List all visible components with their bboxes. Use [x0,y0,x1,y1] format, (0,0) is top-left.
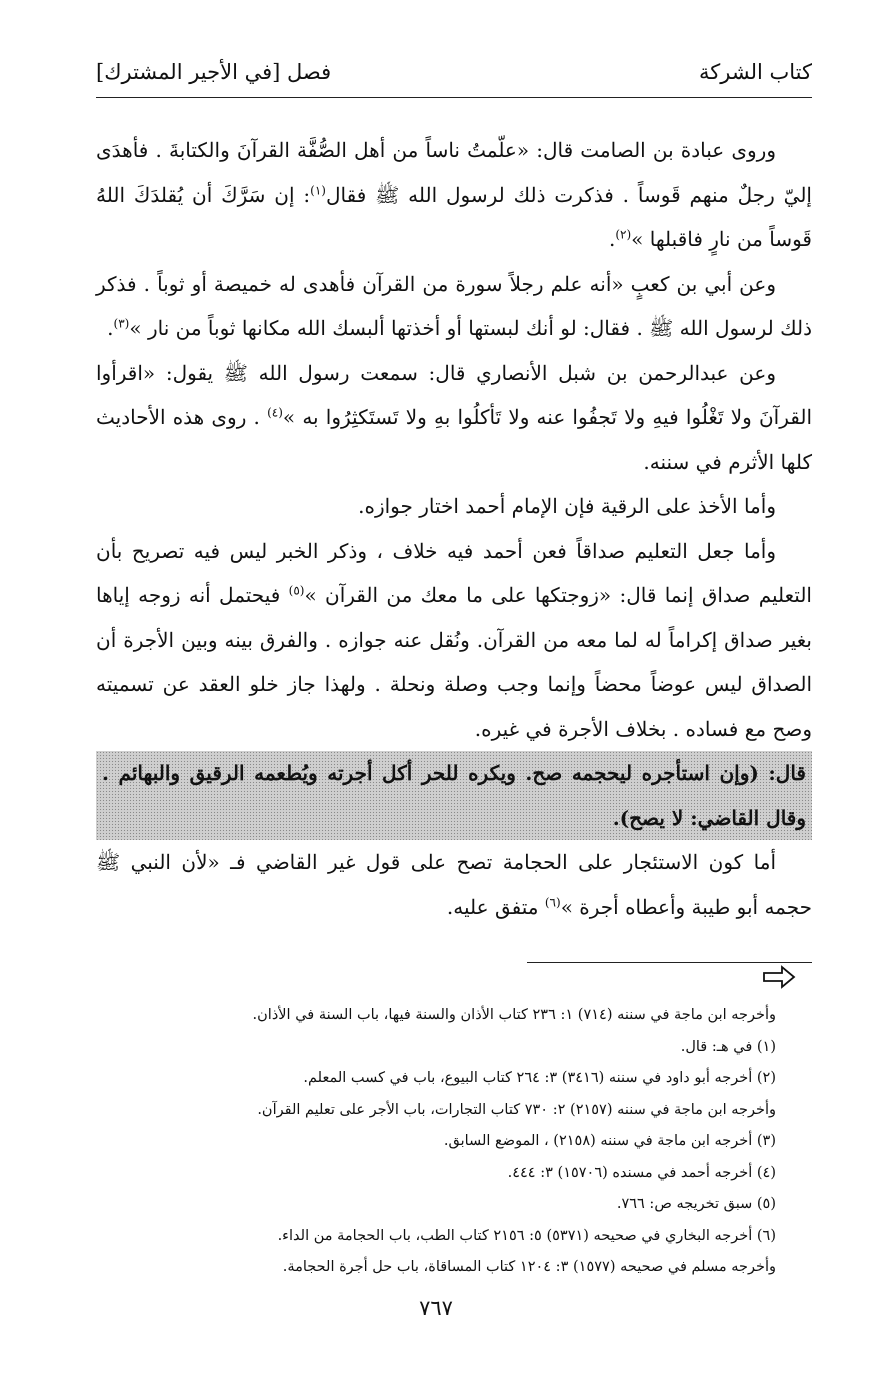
paragraph-5: وأما جعل التعليم صداقاً فعن أحمد فيه خلاف ، وذكر الخبر ليس فيه تصريح بأن التعليم صداق إنما قال: «زوجتكها على ما معك من القرآن »$^{(٥)}$ فيحتمل أنه زوجه إياها بغير صداق إكراماً له لما معه من القرآن. ونُقل عنه جوازه . والفرق بينه وبين الأجرة أن الصداق ليس عوضاً محضاً وإنما وجب وصلة ونحلة . ولهذا جاز خلو العقد عن تسميته وصح مع فساده . بخلاف الأجرة في غيره. [96,538,812,741]
footnote-ref-4: (٤) [267,405,283,420]
matn-shaded-paragraph: قال: (وإن استأجره ليحجمه صح. ويكره للحر أكل أجرته ويُطعمه الرقيق والبهائم . وقال القاضي: لا يصح). [96,751,812,840]
footnote-ref-5: (٥) [288,583,305,598]
footnote-2: (٢) أخرجه أبو داود في سننه (٣٤١٦) ٣: ٢٦٤ كتاب البيوع، باب في كسب المعلم. [303,1070,776,1086]
page-number: ٧٦٧ [419,1296,453,1320]
book-title: كتاب الشركة [699,60,812,84]
footnote-4: (٤) أخرجه أحمد في مسنده (١٥٧٠٦) ٣: ٤٤٤. [507,1164,776,1181]
footnote-1: (١) في هـ: قال. [680,1038,776,1055]
paragraph-2: وعن أبي بن كعبٍ «أنه علم رجلاً سورة من القرآن فأهدى له خميصة أو ثوباً . فذكر ذلك لرسول الله ﷺ . فقال: لو أنك لبستها أو أخذتها ألبسك الله مكانها ثوباً من نار »$^{(٣)}$. [96,271,812,340]
running-header [96,52,812,92]
footnote-6-cont: وأخرجه مسلم في صحيحه (١٥٧٧) ٣: ١٢٠٤ كتاب المساقاة، باب حل أجرة الحجامة. [282,1259,776,1275]
paragraph-1: وروى عبادة بن الصامت قال: «علّمتُ ناساً من أهل الصُّفَّة القرآنَ والكتابةَ . فأهدَى إليّ رجلٌ منهم قَوساً . فذكرت ذلك لرسول الله ﷺ فقال$^{(١)}$: إن سَرَّكَ أن يُقلدَكَ اللهُ قَوساً من نارٍ فاقبلها »$^{(٢)}$. [96,138,812,251]
footnote-ref-2: (٢) [615,227,632,242]
paragraph-4: وأما الأخذ على الرقية فإن الإمام أحمد اختار جوازه. [358,494,776,518]
footnote-ref-1: (١) [310,182,326,197]
paragraph-3: وعن عبدالرحمن بن شبل الأنصاري قال: سمعت رسول الله ﷺ يقول: «اقرأوا القرآنَ ولا تَغْلُوا فيهِ ولا تَجفُوا عنه ولا تَأكلُوا بهِ ولا تَستَكثِرُوا به »$^{(٤)}$ . روى هذه الأحاديث كلها الأثرم في سننه. [96,360,813,474]
footnotes [96,1000,776,1284]
footnote-3: (٣) أخرجه ابن ماجة في سننه (٢١٥٨) ، الموضع السابق. [443,1133,776,1149]
footnote-5: (٥) سبق تخريجه ص: ٧٦٦. [616,1196,776,1212]
chapter-title: فصل [في الأجير المشترك] [96,60,332,84]
footnote-ref-6: (٦) [544,894,561,909]
main-text [96,128,812,929]
footnote-2-cont: وأخرجه ابن ماجة في سننه (٢١٥٧) ٢: ٧٣٠ كتاب التجارات، باب الأجر على تعليم القرآن. [257,1101,776,1118]
header-rule [96,97,812,98]
footnote-ref-3: (٣) [113,316,130,331]
footnote-6: (٦) أخرجه البخاري في صحيحه (٥٣٧١) ٥: ٢١٥٦ كتاب الطب، باب الحجامة من الداء. [277,1227,776,1244]
continuation-arrow-icon [762,964,796,990]
paragraph-7: أما كون الاستئجار على الحجامة تصح على قول غير القاضي فـ «لأن النبي ﷺ حجمه أبو طيبة وأعطاه أجرة »$^{(٦)}$ متفق عليه. [96,850,812,919]
footnotes-separator [527,962,812,963]
footnote-continuation: وأخرجه ابن ماجة في سننه (٧١٤) ١: ٢٣٦ كتاب الأذان والسنة فيها، باب السنة في الأذان. [252,1007,776,1023]
